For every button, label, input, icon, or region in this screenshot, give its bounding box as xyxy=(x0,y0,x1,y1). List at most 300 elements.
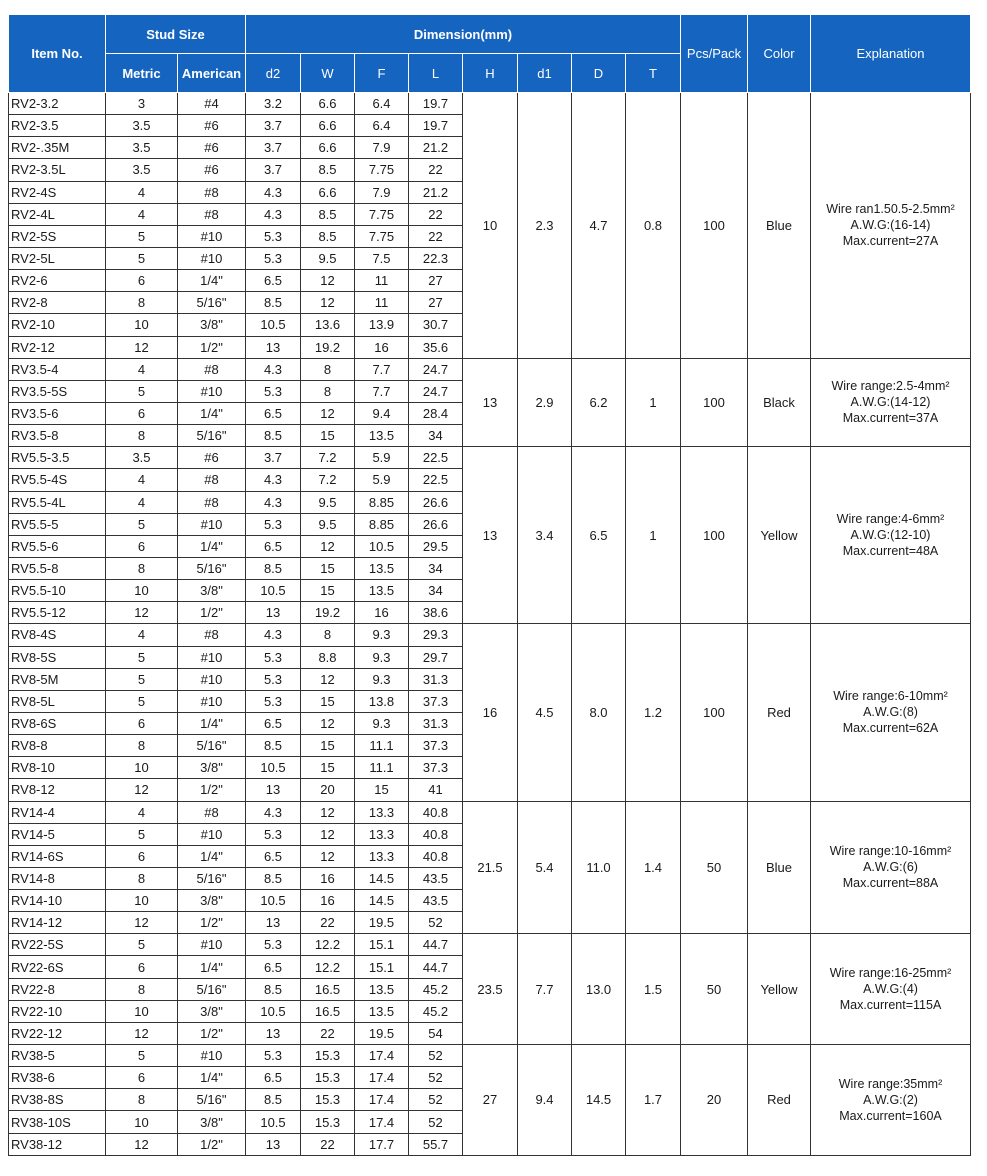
cell-l: 29.7 xyxy=(409,646,463,668)
cell-american: #8 xyxy=(178,491,246,513)
group-explanation-cell xyxy=(811,624,971,801)
cell-d2: 5.3 xyxy=(246,513,301,535)
cell-american: 3/8" xyxy=(178,890,246,912)
cell-w: 12 xyxy=(301,712,355,734)
cell-item: RV38-5 xyxy=(9,1045,106,1067)
cell-l: 22.5 xyxy=(409,447,463,469)
cell-metric: 4 xyxy=(106,469,178,491)
explanation-line: Max.current=48A xyxy=(842,544,939,559)
cell-american: 1/4" xyxy=(178,270,246,292)
cell-metric: 12 xyxy=(106,779,178,801)
group-pcs-cell: 100 xyxy=(681,93,748,359)
cell-item: RV2-4L xyxy=(9,203,106,225)
cell-d2: 13 xyxy=(246,1022,301,1044)
cell-w: 8 xyxy=(301,358,355,380)
cell-l: 27 xyxy=(409,270,463,292)
explanation-line: Wire range:6-10mm² xyxy=(833,689,948,704)
cell-f: 13.5 xyxy=(355,1000,409,1022)
group-d1-cell: 7.7 xyxy=(518,934,572,1045)
explanation-line: A.W.G:(6) xyxy=(863,860,918,875)
cell-american: 1/2" xyxy=(178,336,246,358)
cell-l: 37.3 xyxy=(409,735,463,757)
cell-l: 45.2 xyxy=(409,1000,463,1022)
cell-l: 54 xyxy=(409,1022,463,1044)
cell-d2: 3.7 xyxy=(246,447,301,469)
cell-item: RV8-4S xyxy=(9,624,106,646)
cell-w: 12 xyxy=(301,801,355,823)
cell-american: 3/8" xyxy=(178,1111,246,1133)
cell-metric: 8 xyxy=(106,867,178,889)
cell-f: 14.5 xyxy=(355,890,409,912)
cell-w: 15 xyxy=(301,757,355,779)
explanation-line: Max.current=160A xyxy=(839,1108,942,1123)
cell-d2: 8.5 xyxy=(246,425,301,447)
cell-item: RV38-12 xyxy=(9,1133,106,1155)
cell-item: RV14-10 xyxy=(9,890,106,912)
group-d-cell: 6.2 xyxy=(572,358,626,447)
cell-american: #10 xyxy=(178,823,246,845)
explanation-line: Wire ran1.50.5-2.5mm² xyxy=(826,202,955,217)
cell-d2: 8.5 xyxy=(246,1089,301,1111)
group-explanation-cell xyxy=(811,93,971,359)
cell-d2: 13 xyxy=(246,602,301,624)
explanation-line: Max.current=115A xyxy=(839,998,942,1013)
cell-l: 34 xyxy=(409,580,463,602)
cell-l: 35.6 xyxy=(409,336,463,358)
cell-metric: 5 xyxy=(106,1045,178,1067)
cell-metric: 3.5 xyxy=(106,115,178,137)
cell-f: 9.3 xyxy=(355,624,409,646)
group-t-cell: 1 xyxy=(626,447,681,624)
cell-item: RV14-6S xyxy=(9,845,106,867)
cell-l: 30.7 xyxy=(409,314,463,336)
cell-item: RV22-8 xyxy=(9,978,106,1000)
cell-item: RV22-10 xyxy=(9,1000,106,1022)
cell-metric: 5 xyxy=(106,646,178,668)
cell-w: 15 xyxy=(301,425,355,447)
cell-metric: 12 xyxy=(106,1133,178,1155)
explanation-line: A.W.G:(14-12) xyxy=(850,395,931,410)
cell-f: 13.3 xyxy=(355,801,409,823)
cell-w: 8.5 xyxy=(301,159,355,181)
cell-f: 11.1 xyxy=(355,735,409,757)
cell-w: 8.5 xyxy=(301,225,355,247)
cell-f: 7.75 xyxy=(355,159,409,181)
group-color-cell: Blue xyxy=(748,93,811,359)
cell-l: 31.3 xyxy=(409,668,463,690)
cell-w: 16 xyxy=(301,867,355,889)
cell-d2: 10.5 xyxy=(246,580,301,602)
cell-item: RV22-6S xyxy=(9,956,106,978)
cell-metric: 10 xyxy=(106,314,178,336)
cell-w: 12 xyxy=(301,823,355,845)
cell-w: 12 xyxy=(301,270,355,292)
cell-metric: 3 xyxy=(106,93,178,115)
cell-l: 40.8 xyxy=(409,845,463,867)
cell-d2: 5.3 xyxy=(246,668,301,690)
cell-f: 19.5 xyxy=(355,1022,409,1044)
cell-f: 13.9 xyxy=(355,314,409,336)
cell-d2: 10.5 xyxy=(246,890,301,912)
group-d-cell: 6.5 xyxy=(572,447,626,624)
cell-metric: 4 xyxy=(106,358,178,380)
table-row xyxy=(9,93,971,115)
table-row xyxy=(9,447,971,469)
cell-f: 15.1 xyxy=(355,956,409,978)
cell-item: RV22-12 xyxy=(9,1022,106,1044)
cell-item: RV2-6 xyxy=(9,270,106,292)
cell-f: 13.5 xyxy=(355,580,409,602)
group-d1-cell: 3.4 xyxy=(518,447,572,624)
group-d-cell: 8.0 xyxy=(572,624,626,801)
cell-metric: 5 xyxy=(106,668,178,690)
cell-american: 1/4" xyxy=(178,1067,246,1089)
cell-l: 38.6 xyxy=(409,602,463,624)
header-stud-size: Stud Size xyxy=(106,15,246,54)
cell-f: 7.9 xyxy=(355,181,409,203)
explanation-line: Wire range:10-16mm² xyxy=(829,844,952,859)
cell-f: 17.4 xyxy=(355,1067,409,1089)
cell-american: #8 xyxy=(178,358,246,380)
header-american: American xyxy=(178,54,246,93)
cell-metric: 5 xyxy=(106,225,178,247)
table-row xyxy=(9,358,971,380)
cell-l: 52 xyxy=(409,1067,463,1089)
cell-d2: 13 xyxy=(246,779,301,801)
cell-f: 7.75 xyxy=(355,225,409,247)
group-explanation-cell xyxy=(811,1045,971,1156)
cell-w: 13.6 xyxy=(301,314,355,336)
group-d1-cell: 2.3 xyxy=(518,93,572,359)
cell-american: #8 xyxy=(178,801,246,823)
cell-d2: 13 xyxy=(246,1133,301,1155)
cell-l: 26.6 xyxy=(409,513,463,535)
cell-w: 16.5 xyxy=(301,978,355,1000)
cell-f: 16 xyxy=(355,336,409,358)
cell-american: 1/2" xyxy=(178,602,246,624)
cell-w: 8.5 xyxy=(301,203,355,225)
cell-l: 22 xyxy=(409,159,463,181)
group-pcs-cell: 50 xyxy=(681,801,748,934)
cell-metric: 4 xyxy=(106,491,178,513)
cell-w: 6.6 xyxy=(301,181,355,203)
cell-f: 13.5 xyxy=(355,425,409,447)
cell-w: 6.6 xyxy=(301,137,355,159)
cell-american: 3/8" xyxy=(178,1000,246,1022)
cell-w: 12.2 xyxy=(301,934,355,956)
cell-metric: 5 xyxy=(106,823,178,845)
cell-metric: 8 xyxy=(106,1089,178,1111)
cell-l: 34 xyxy=(409,557,463,579)
cell-w: 15.3 xyxy=(301,1067,355,1089)
cell-american: 1/4" xyxy=(178,956,246,978)
group-pcs-cell: 50 xyxy=(681,934,748,1045)
explanation-line: A.W.G:(4) xyxy=(863,982,918,997)
cell-l: 45.2 xyxy=(409,978,463,1000)
cell-w: 12 xyxy=(301,845,355,867)
cell-metric: 6 xyxy=(106,1067,178,1089)
cell-f: 6.4 xyxy=(355,93,409,115)
group-t-cell: 0.8 xyxy=(626,93,681,359)
group-d1-cell: 2.9 xyxy=(518,358,572,447)
cell-f: 7.75 xyxy=(355,203,409,225)
cell-d2: 4.3 xyxy=(246,358,301,380)
cell-item: RV22-5S xyxy=(9,934,106,956)
header-metric: Metric xyxy=(106,54,178,93)
explanation-line: Max.current=37A xyxy=(842,411,939,426)
cell-l: 22 xyxy=(409,225,463,247)
cell-item: RV2-8 xyxy=(9,292,106,314)
cell-american: 5/16" xyxy=(178,292,246,314)
group-explanation-cell xyxy=(811,358,971,447)
cell-f: 11 xyxy=(355,270,409,292)
cell-w: 7.2 xyxy=(301,469,355,491)
cell-metric: 10 xyxy=(106,757,178,779)
cell-w: 7.2 xyxy=(301,447,355,469)
cell-w: 6.6 xyxy=(301,115,355,137)
cell-american: #8 xyxy=(178,469,246,491)
cell-d2: 5.3 xyxy=(246,690,301,712)
table-row xyxy=(9,934,971,956)
cell-item: RV38-8S xyxy=(9,1089,106,1111)
cell-d2: 3.2 xyxy=(246,93,301,115)
cell-w: 16.5 xyxy=(301,1000,355,1022)
group-h-cell: 16 xyxy=(463,624,518,801)
cell-d2: 5.3 xyxy=(246,225,301,247)
cell-f: 7.7 xyxy=(355,358,409,380)
cell-f: 9.3 xyxy=(355,712,409,734)
cell-metric: 8 xyxy=(106,978,178,1000)
cell-metric: 6 xyxy=(106,535,178,557)
cell-f: 5.9 xyxy=(355,469,409,491)
cell-l: 22.5 xyxy=(409,469,463,491)
cell-w: 20 xyxy=(301,779,355,801)
cell-d2: 10.5 xyxy=(246,757,301,779)
cell-metric: 12 xyxy=(106,1022,178,1044)
cell-f: 9.3 xyxy=(355,668,409,690)
cell-metric: 12 xyxy=(106,602,178,624)
explanation-line: A.W.G:(8) xyxy=(863,705,918,720)
group-h-cell: 23.5 xyxy=(463,934,518,1045)
cell-f: 11 xyxy=(355,292,409,314)
cell-l: 44.7 xyxy=(409,956,463,978)
cell-d2: 6.5 xyxy=(246,1067,301,1089)
explanation-line: A.W.G:(12-10) xyxy=(850,528,931,543)
cell-d2: 8.5 xyxy=(246,867,301,889)
group-h-cell: 10 xyxy=(463,93,518,359)
cell-american: #8 xyxy=(178,181,246,203)
group-t-cell: 1.7 xyxy=(626,1045,681,1156)
cell-d2: 6.5 xyxy=(246,956,301,978)
cell-item: RV5.5-4L xyxy=(9,491,106,513)
cell-item: RV14-12 xyxy=(9,912,106,934)
cell-item: RV8-5M xyxy=(9,668,106,690)
cell-d2: 4.3 xyxy=(246,203,301,225)
cell-item: RV8-10 xyxy=(9,757,106,779)
cell-american: #10 xyxy=(178,247,246,269)
spec-body xyxy=(9,93,971,1156)
group-color-cell: Yellow xyxy=(748,934,811,1045)
cell-f: 13.3 xyxy=(355,823,409,845)
explanation-line: Max.current=62A xyxy=(842,721,939,736)
spec-table xyxy=(8,14,971,1156)
group-pcs-cell: 100 xyxy=(681,447,748,624)
explanation-line: Wire range:4-6mm² xyxy=(836,512,945,527)
cell-l: 34 xyxy=(409,425,463,447)
cell-l: 43.5 xyxy=(409,867,463,889)
explanation-line: Max.current=88A xyxy=(842,876,939,891)
cell-l: 43.5 xyxy=(409,890,463,912)
cell-item: RV3.5-8 xyxy=(9,425,106,447)
cell-w: 15.3 xyxy=(301,1089,355,1111)
cell-item: RV5.5-4S xyxy=(9,469,106,491)
cell-d2: 6.5 xyxy=(246,535,301,557)
cell-f: 8.85 xyxy=(355,491,409,513)
cell-item: RV5.5-8 xyxy=(9,557,106,579)
cell-d2: 6.5 xyxy=(246,845,301,867)
cell-american: 1/4" xyxy=(178,535,246,557)
cell-american: #10 xyxy=(178,513,246,535)
cell-d2: 8.5 xyxy=(246,292,301,314)
cell-w: 8 xyxy=(301,624,355,646)
explanation-line: Wire range:16-25mm² xyxy=(829,966,952,981)
cell-item: RV14-8 xyxy=(9,867,106,889)
cell-metric: 6 xyxy=(106,270,178,292)
cell-f: 9.3 xyxy=(355,646,409,668)
cell-f: 17.7 xyxy=(355,1133,409,1155)
cell-american: #6 xyxy=(178,447,246,469)
cell-l: 22 xyxy=(409,203,463,225)
cell-metric: 6 xyxy=(106,402,178,424)
group-h-cell: 21.5 xyxy=(463,801,518,934)
cell-w: 19.2 xyxy=(301,602,355,624)
cell-item: RV5.5-5 xyxy=(9,513,106,535)
cell-l: 24.7 xyxy=(409,358,463,380)
cell-item: RV8-12 xyxy=(9,779,106,801)
cell-american: #4 xyxy=(178,93,246,115)
cell-f: 16 xyxy=(355,602,409,624)
cell-l: 52 xyxy=(409,912,463,934)
cell-metric: 12 xyxy=(106,912,178,934)
cell-metric: 8 xyxy=(106,735,178,757)
cell-metric: 8 xyxy=(106,557,178,579)
cell-l: 55.7 xyxy=(409,1133,463,1155)
group-pcs-cell: 100 xyxy=(681,358,748,447)
cell-metric: 10 xyxy=(106,1000,178,1022)
cell-metric: 3.5 xyxy=(106,159,178,181)
cell-f: 13.8 xyxy=(355,690,409,712)
cell-l: 52 xyxy=(409,1045,463,1067)
cell-metric: 10 xyxy=(106,1111,178,1133)
cell-item: RV3.5-5S xyxy=(9,380,106,402)
cell-l: 44.7 xyxy=(409,934,463,956)
cell-w: 22 xyxy=(301,912,355,934)
cell-l: 26.6 xyxy=(409,491,463,513)
cell-w: 12 xyxy=(301,535,355,557)
cell-d2: 8.5 xyxy=(246,557,301,579)
cell-d2: 10.5 xyxy=(246,1111,301,1133)
cell-f: 9.4 xyxy=(355,402,409,424)
cell-l: 21.2 xyxy=(409,181,463,203)
cell-w: 15 xyxy=(301,735,355,757)
group-t-cell: 1.4 xyxy=(626,801,681,934)
group-d-cell: 13.0 xyxy=(572,934,626,1045)
header-f: F xyxy=(355,54,409,93)
cell-l: 29.3 xyxy=(409,624,463,646)
header-h: H xyxy=(463,54,518,93)
cell-d2: 8.5 xyxy=(246,978,301,1000)
header-t: T xyxy=(626,54,681,93)
cell-d2: 8.5 xyxy=(246,735,301,757)
cell-american: 1/2" xyxy=(178,912,246,934)
cell-l: 40.8 xyxy=(409,823,463,845)
group-explanation-cell xyxy=(811,801,971,934)
cell-american: 5/16" xyxy=(178,557,246,579)
cell-d2: 4.3 xyxy=(246,801,301,823)
cell-american: 1/2" xyxy=(178,1133,246,1155)
cell-d2: 5.3 xyxy=(246,1045,301,1067)
cell-metric: 4 xyxy=(106,801,178,823)
cell-item: RV8-5L xyxy=(9,690,106,712)
cell-d2: 13 xyxy=(246,912,301,934)
cell-l: 19.7 xyxy=(409,93,463,115)
group-d1-cell: 9.4 xyxy=(518,1045,572,1156)
cell-item: RV5.5-6 xyxy=(9,535,106,557)
cell-american: 1/2" xyxy=(178,1022,246,1044)
cell-american: #10 xyxy=(178,380,246,402)
group-t-cell: 1.2 xyxy=(626,624,681,801)
cell-american: #10 xyxy=(178,646,246,668)
cell-item: RV2-12 xyxy=(9,336,106,358)
cell-american: 1/4" xyxy=(178,845,246,867)
cell-d2: 3.7 xyxy=(246,137,301,159)
cell-f: 17.4 xyxy=(355,1111,409,1133)
cell-item: RV2-.35M xyxy=(9,137,106,159)
header-item-no: Item No. xyxy=(9,15,106,93)
cell-d2: 6.5 xyxy=(246,402,301,424)
cell-d2: 3.7 xyxy=(246,115,301,137)
cell-f: 11.1 xyxy=(355,757,409,779)
cell-l: 22.3 xyxy=(409,247,463,269)
cell-item: RV14-5 xyxy=(9,823,106,845)
cell-american: 1/4" xyxy=(178,402,246,424)
group-color-cell: Yellow xyxy=(748,447,811,624)
cell-l: 31.3 xyxy=(409,712,463,734)
cell-metric: 4 xyxy=(106,203,178,225)
cell-d2: 13 xyxy=(246,336,301,358)
cell-metric: 10 xyxy=(106,890,178,912)
cell-w: 8 xyxy=(301,380,355,402)
table-row xyxy=(9,801,971,823)
table-row xyxy=(9,624,971,646)
header-d: D xyxy=(572,54,626,93)
cell-metric: 12 xyxy=(106,336,178,358)
cell-l: 52 xyxy=(409,1089,463,1111)
cell-item: RV38-10S xyxy=(9,1111,106,1133)
group-d1-cell: 4.5 xyxy=(518,624,572,801)
group-t-cell: 1 xyxy=(626,358,681,447)
group-explanation-cell xyxy=(811,934,971,1045)
cell-w: 12 xyxy=(301,292,355,314)
header-pcs-pack: Pcs/Pack xyxy=(681,15,748,93)
cell-american: #10 xyxy=(178,225,246,247)
cell-metric: 4 xyxy=(106,181,178,203)
cell-metric: 5 xyxy=(106,690,178,712)
cell-metric: 5 xyxy=(106,380,178,402)
cell-american: #8 xyxy=(178,203,246,225)
cell-metric: 3.5 xyxy=(106,447,178,469)
header-color: Color xyxy=(748,15,811,93)
